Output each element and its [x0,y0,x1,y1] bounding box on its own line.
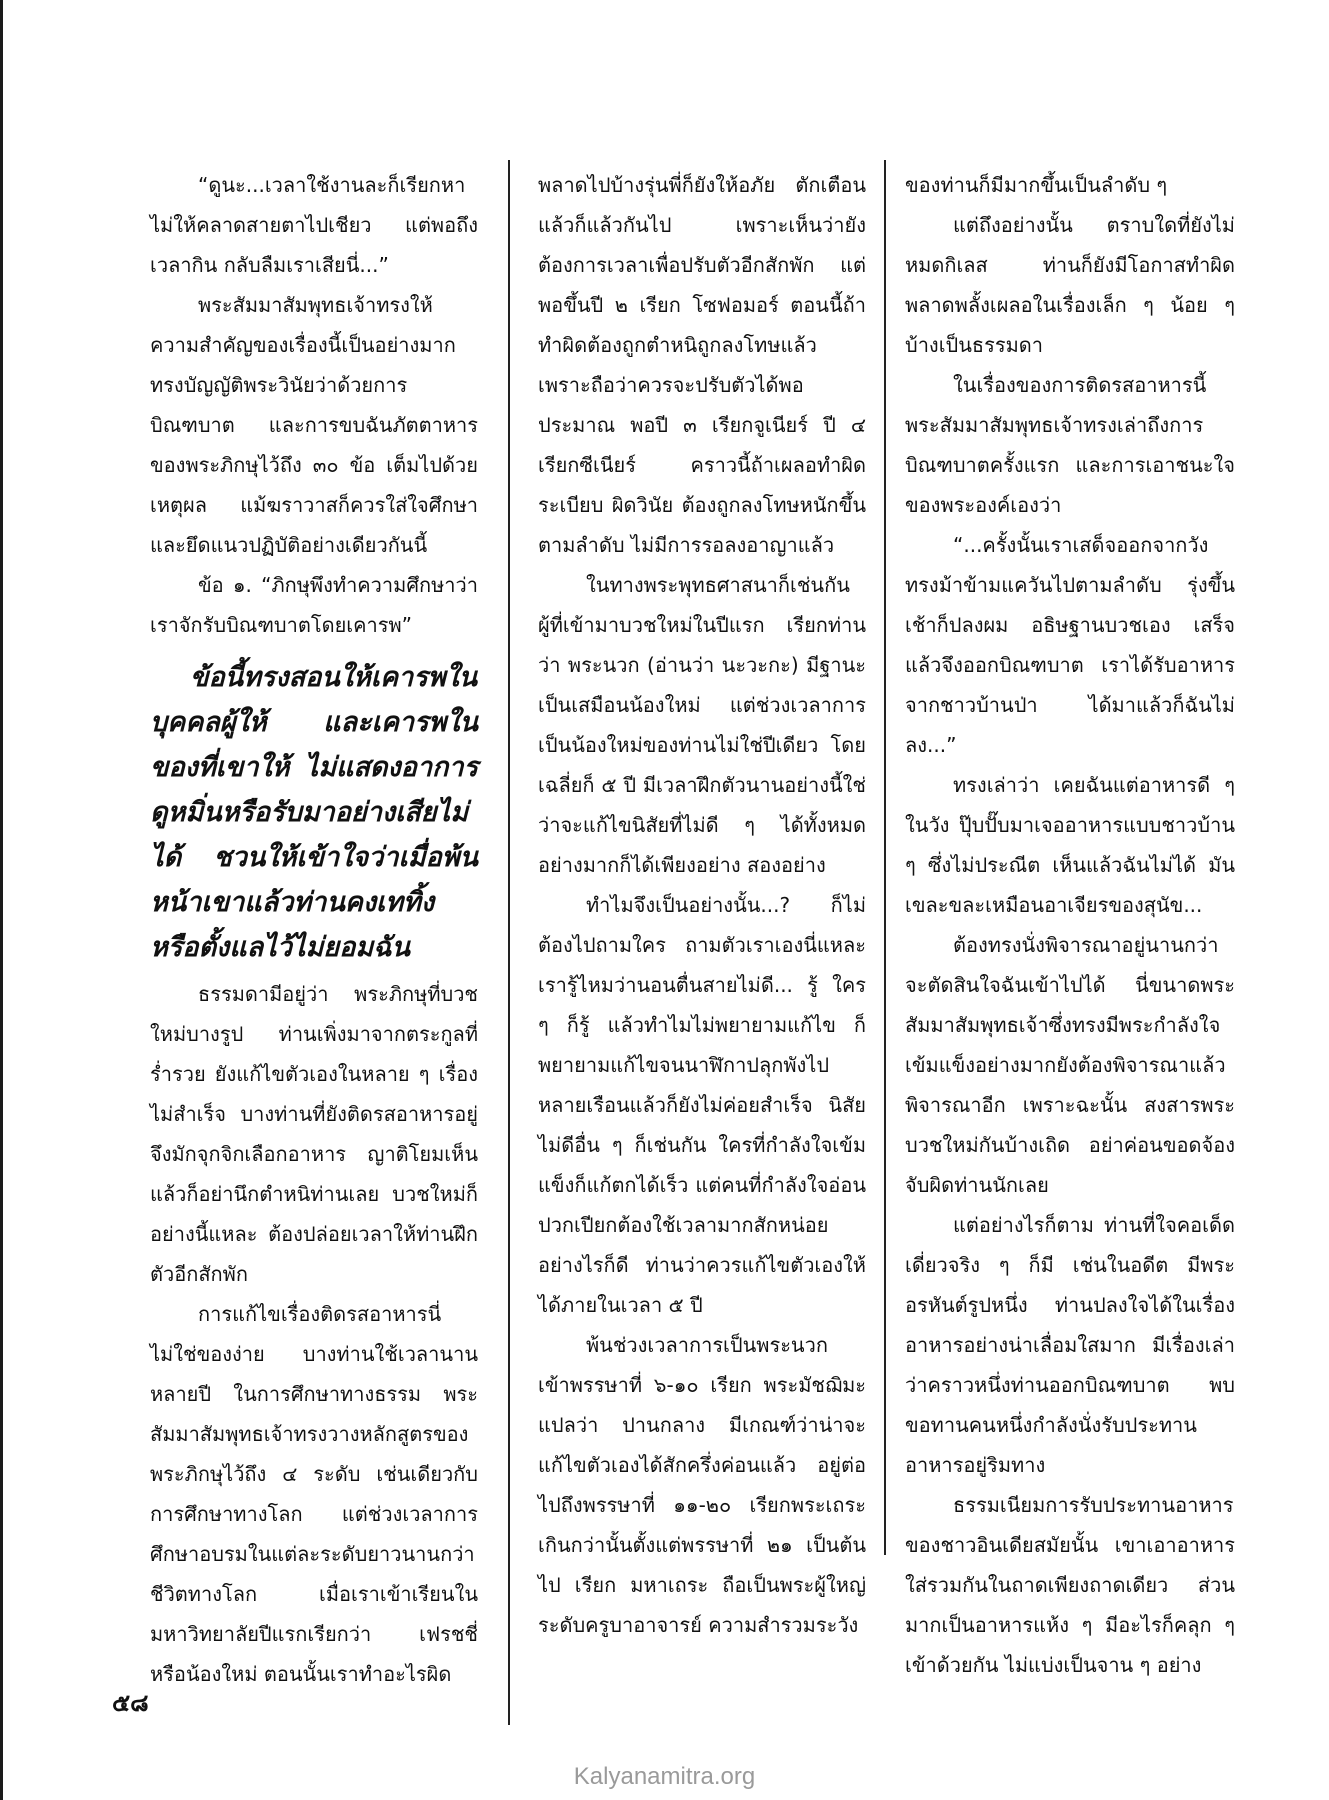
column-1 [150,165,478,1694]
paragraph: “...ครั้งนั้นเราเสด็จออกจากวังทรงม้าข้ามแควันไปตามลำดับ รุ่งขึ้นเช้าก็ปลงผม อธิษฐานบวชเอง เสร็จแล้วจึงออกบิณฑบาต เราได้รับอาหารจากชาวบ้านป่า ได้มาแล้วก็ฉันไม่ลง...” [905,533,1235,757]
paragraph: ของท่านก็มีมากขึ้นเป็นลำดับ ๆ [905,173,1168,197]
column-2 [538,165,866,1645]
paragraph: การแก้ไขเรื่องติดรสอาหารนี่ไม่ใช่ของง่าย บางท่านใช้เวลานานหลายปี ในการศึกษาทางธรรม พระสัมมาสัมพุทธเจ้าทรงวางหลักสูตรของพระภิกษุไว้ถึง ๔ ระดับ เช่นเดียวกับการศึกษาทางโลก แต่ช่วงเวลาการศึกษาอบรมในแต่ละระดับยาวนานกว่าชีวิตทางโลก เมื่อเราเข้าเรียนในมหาวิทยาลัยปีแรกเรียกว่า เฟรชชี่ หรือน้องใหม่ ตอนนั้นเราทำอะไรผิด [150,1302,478,1686]
paragraph: ข้อ ๑. “ภิกษุพึงทำความศึกษาว่า เราจักรับบิณฑบาตโดยเคารพ” [150,573,478,637]
paragraph: ธรรมเนียมการรับประทานอาหารของชาวอินเดียสมัยนั้น เขาเอาอาหารใส่รวมกันในถาดเพียงถาดเดียว ส่วนมากเป็นอาหารแห้ง ๆ มีอะไรก็คลุก ๆ เข้าด้วยกัน ไม่แบ่งเป็นจาน ๆ อย่าง [905,1493,1235,1677]
paragraph: แต่อย่างไรก็ตาม ท่านที่ใจคอเด็ดเดี่ยวจริง ๆ ก็มี เช่นในอดีต มีพระอรหันต์รูปหนึ่ง ท่านปลงใจได้ในเรื่องอาหารอย่างน่าเลื่อมใสมาก มีเรื่องเล่าว่าคราวหนึ่งท่านออกบิณฑบาต พบขอทานคนหนึ่งกำลังนั่งรับประทานอาหารอยู่ริมทาง [905,1213,1235,1477]
column-divider [508,160,510,1725]
paragraph: ในทางพระพุทธศาสนาก็เช่นกัน ผู้ที่เข้ามาบวชใหม่ในปีแรก เรียกท่านว่า พระนวก (อ่านว่า นะวะกะ) มีฐานะเป็นเสมือนน้องใหม่ แต่ช่วงเวลาการเป็นน้องใหม่ของท่านไม่ใช่ปีเดียว โดยเฉลี่ยก็ ๕ ปี มีเวลาฝึกตัวนานอย่างนี้ใช่ว่าจะแก้ไขนิสัยที่ไม่ดี ๆ ได้ทั้งหมด อย่างมากก็ได้เพียงอย่าง สองอย่าง [538,573,866,877]
paragraph: “ดูนะ...เวลาใช้งานละก็เรียกหา ไม่ให้คลาดสายตาไปเชียว แต่พอถึงเวลากิน กลับลืมเราเสียนี่...” [150,173,478,277]
page-edge [0,0,3,1800]
paragraph: ทำไมจึงเป็นอย่างนั้น...? ก็ไม่ต้องไปถามใคร ถามตัวเราเองนี่แหละ เรารู้ไหมว่านอนตื่นสายไม่ดี... รู้ ใคร ๆ ก็รู้ แล้วทำไมไม่พยายามแก้ไข ก็พยายามแก้ไขจนนาฬิกาปลุกพังไปหลายเรือนแล้วก็ยังไม่ค่อยสำเร็จ นิสัยไม่ดีอื่น ๆ ก็เช่นกัน ใครที่กำลังใจเข้มแข็งก็แก้ตกได้เร็ว แต่คนที่กำลังใจอ่อนปวกเปียกต้องใช้เวลามากสักหน่อย อย่างไรก็ดี ท่านว่าควรแก้ไขตัวเองให้ได้ภายในเวลา ๕ ปี [538,893,866,1317]
highlight-quote: ข้อนี้ทรงสอนให้เคารพในบุคคลผู้ให้ และเคารพในของที่เขาให้ ไม่แสดงอาการดูหมิ่นหรือรับมาอย่างเสียไม่ได้ ชวนให้เข้าใจว่าเมื่อพ้นหน้าเขาแล้วท่านคงเททิ้ง หรือตั้งแลไว้ไม่ยอมฉัน [150,662,478,963]
page-number: ๕๘ [112,1689,149,1717]
paragraph: ทรงเล่าว่า เคยฉันแต่อาหารดี ๆ ในวัง ปุ๊บปั๊บมาเจออาหารแบบชาวบ้าน ๆ ซึ่งไม่ประณีต เห็นแล้วฉันไม่ได้ มันเขละขละเหมือนอาเจียรของสุนัข... [905,773,1235,917]
paragraph: ธรรมดามีอยู่ว่า พระภิกษุที่บวชใหม่บางรูป ท่านเพิ่งมาจากตระกูลที่ร่ำรวย ยังแก้ไขตัวเองในหลาย ๆ เรื่องไม่สำเร็จ บางท่านที่ยังติดรสอาหารอยู่จึงมักจุกจิกเลือกอาหาร ญาติโยมเห็นแล้วก็อย่านึกตำหนิท่านเลย บวชใหม่ก็อย่างนี้แหละ ต้องปล่อยเวลาให้ท่านฝึกตัวอีกสักพัก [150,982,478,1286]
watermark: Kalyanamitra.org [573,1763,756,1790]
paragraph: แต่ถึงอย่างนั้น ตราบใดที่ยังไม่หมดกิเลส ท่านก็ยังมีโอกาสทำผิดพลาดพลั้งเผลอในเรื่องเล็ก ๆ น้อย ๆ บ้างเป็นธรรมดา [905,213,1235,357]
paragraph: พระสัมมาสัมพุทธเจ้าทรงให้ความสำคัญของเรื่องนี้เป็นอย่างมาก ทรงบัญญัติพระวินัยว่าด้วยการบิณฑบาต และการขบฉันภัตตาหารของพระภิกษุไว้ถึง ๓๐ ข้อ เต็มไปด้วยเหตุผล แม้ฆราวาสก็ควรใส่ใจศึกษาและยึดแนวปฏิบัติอย่างเดียวกันนี้ [150,293,478,557]
paragraph: พลาดไปบ้างรุ่นพี่ก็ยังให้อภัย ตักเตือนแล้วก็แล้วกันไป เพราะเห็นว่ายังต้องการเวลาเพื่อปรับตัวอีกสักพัก แต่พอขึ้นปี ๒ เรียก โซฟอมอร์ ตอนนี้ถ้าทำผิดต้องถูกตำหนิถูกลงโทษแล้ว เพราะถือว่าควรจะปรับตัวได้พอประมาณ พอปี ๓ เรียกจูเนียร์ ปี ๔ เรียกซีเนียร์ คราวนี้ถ้าเผลอทำผิดระเบียบ ผิดวินัย ต้องถูกลงโทษหนักขึ้นตามลำดับ ไม่มีการรอลงอาญาแล้ว [538,173,866,557]
column-3 [905,165,1235,1685]
paragraph: พ้นช่วงเวลาการเป็นพระนวก เข้าพรรษาที่ ๖-๑๐ เรียก พระมัชฌิมะ แปลว่า ปานกลาง มีเกณฑ์ว่าน่าจะแก้ไขตัวเองได้สักครึ่งค่อนแล้ว อยู่ต่อไปถึงพรรษาที่ ๑๑-๒๐ เรียกพระเถระ เกินกว่านั้นตั้งแต่พรรษาที่ ๒๑ เป็นต้นไป เรียก มหาเถระ ถือเป็นพระผู้ใหญ่ระดับครูบาอาจารย์ ความสำรวมระวัง [538,1333,866,1637]
paragraph: ในเรื่องของการติดรสอาหารนี้พระสัมมาสัมพุทธเจ้าทรงเล่าถึงการบิณฑบาตครั้งแรก และการเอาชนะใจของพระองค์เองว่า [905,373,1235,517]
paragraph: ต้องทรงนั่งพิจารณาอยู่นานกว่าจะตัดสินใจฉันเข้าไปได้ นี่ขนาดพระสัมมาสัมพุทธเจ้าซึ่งทรงมีพระกำลังใจเข้มแข็งอย่างมากยังต้องพิจารณาแล้วพิจารณาอีก เพราะฉะนั้น สงสารพระบวชใหม่กันบ้างเถิด อย่าค่อนขอดจ้องจับผิดท่านนักเลย [905,933,1235,1197]
column-divider [884,160,886,1555]
